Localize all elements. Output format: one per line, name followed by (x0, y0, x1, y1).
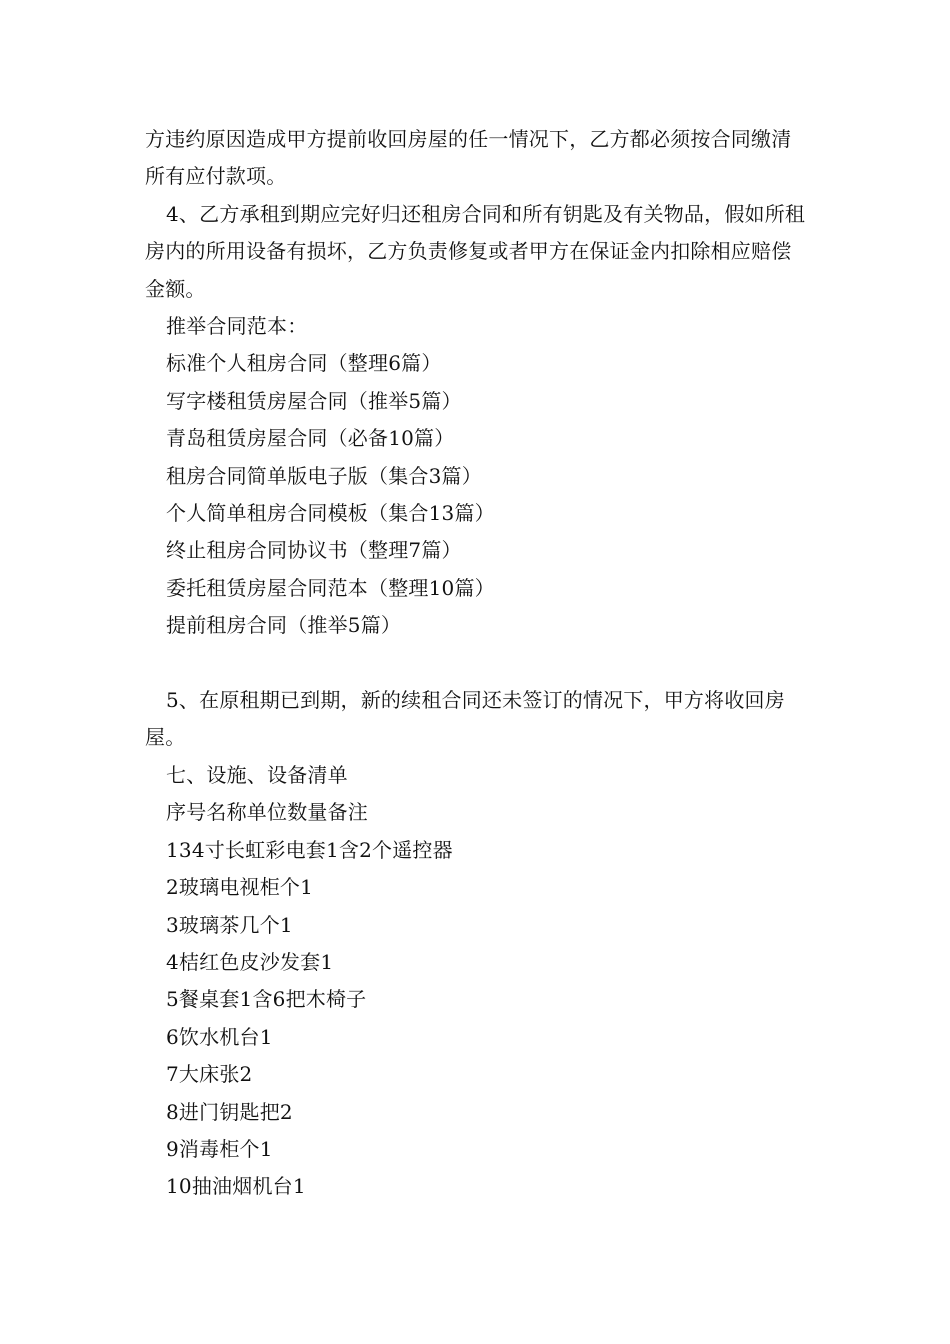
paragraph-continued-clause: 方违约原因造成甲方提前收回房屋的任一情况下，乙方都必须按合同缴清所有应付款项。 (145, 127, 792, 189)
template-link[interactable]: 终止租房合同协议书（整理7篇） (166, 538, 462, 563)
equipment-item: 3玻璃茶几个1 (166, 912, 293, 937)
template-link[interactable]: 委托租赁房屋合同范本（整理10篇） (166, 575, 495, 600)
section-heading-equipment: 七、设施、设备清单 (166, 762, 348, 787)
template-link[interactable]: 青岛租赁房屋合同（必备10篇） (166, 426, 455, 451)
paragraph-clause-4: 4、乙方承租到期应完好归还租房合同和所有钥匙及有关物品，假如所租房内的所用设备有损坏，乙方负责修复或者甲方在保证金内扣除相应赔偿金额。 (145, 201, 806, 301)
template-link[interactable]: 提前租房合同（推举5篇） (166, 613, 402, 638)
recommended-templates-heading: 推举合同范本： (166, 314, 308, 339)
equipment-item: 2玻璃电视柜个1 (166, 875, 314, 900)
blank-line (145, 645, 810, 682)
equipment-item: 5餐桌套1含6把木椅子 (166, 987, 367, 1012)
equipment-item: 134寸长虹彩电套1含2个遥控器 (166, 837, 453, 862)
template-link[interactable]: 标准个人租房合同（整理6篇） (166, 351, 442, 376)
paragraph-clause-5: 5、在原租期已到期，新的续租合同还未签订的情况下，甲方将收回房屋。 (145, 688, 785, 750)
template-link[interactable]: 写字楼租赁房屋合同（推举5篇） (166, 388, 462, 413)
template-link[interactable]: 个人简单租房合同模板（集合13篇） (166, 501, 495, 526)
equipment-item: 9消毒柜个1 (166, 1136, 273, 1161)
template-link[interactable]: 租房合同简单版电子版（集合3篇） (166, 463, 482, 488)
equipment-item: 4桔红色皮沙发套1 (166, 949, 334, 974)
equipment-item: 10抽油烟机台1 (166, 1174, 306, 1199)
equipment-list-header: 序号名称单位数量备注 (166, 800, 368, 825)
equipment-item: 7大床张2 (166, 1062, 253, 1087)
equipment-item: 8进门钥匙把2 (166, 1099, 293, 1124)
equipment-item: 6饮水机台1 (166, 1024, 273, 1049)
document-body (145, 121, 810, 1206)
